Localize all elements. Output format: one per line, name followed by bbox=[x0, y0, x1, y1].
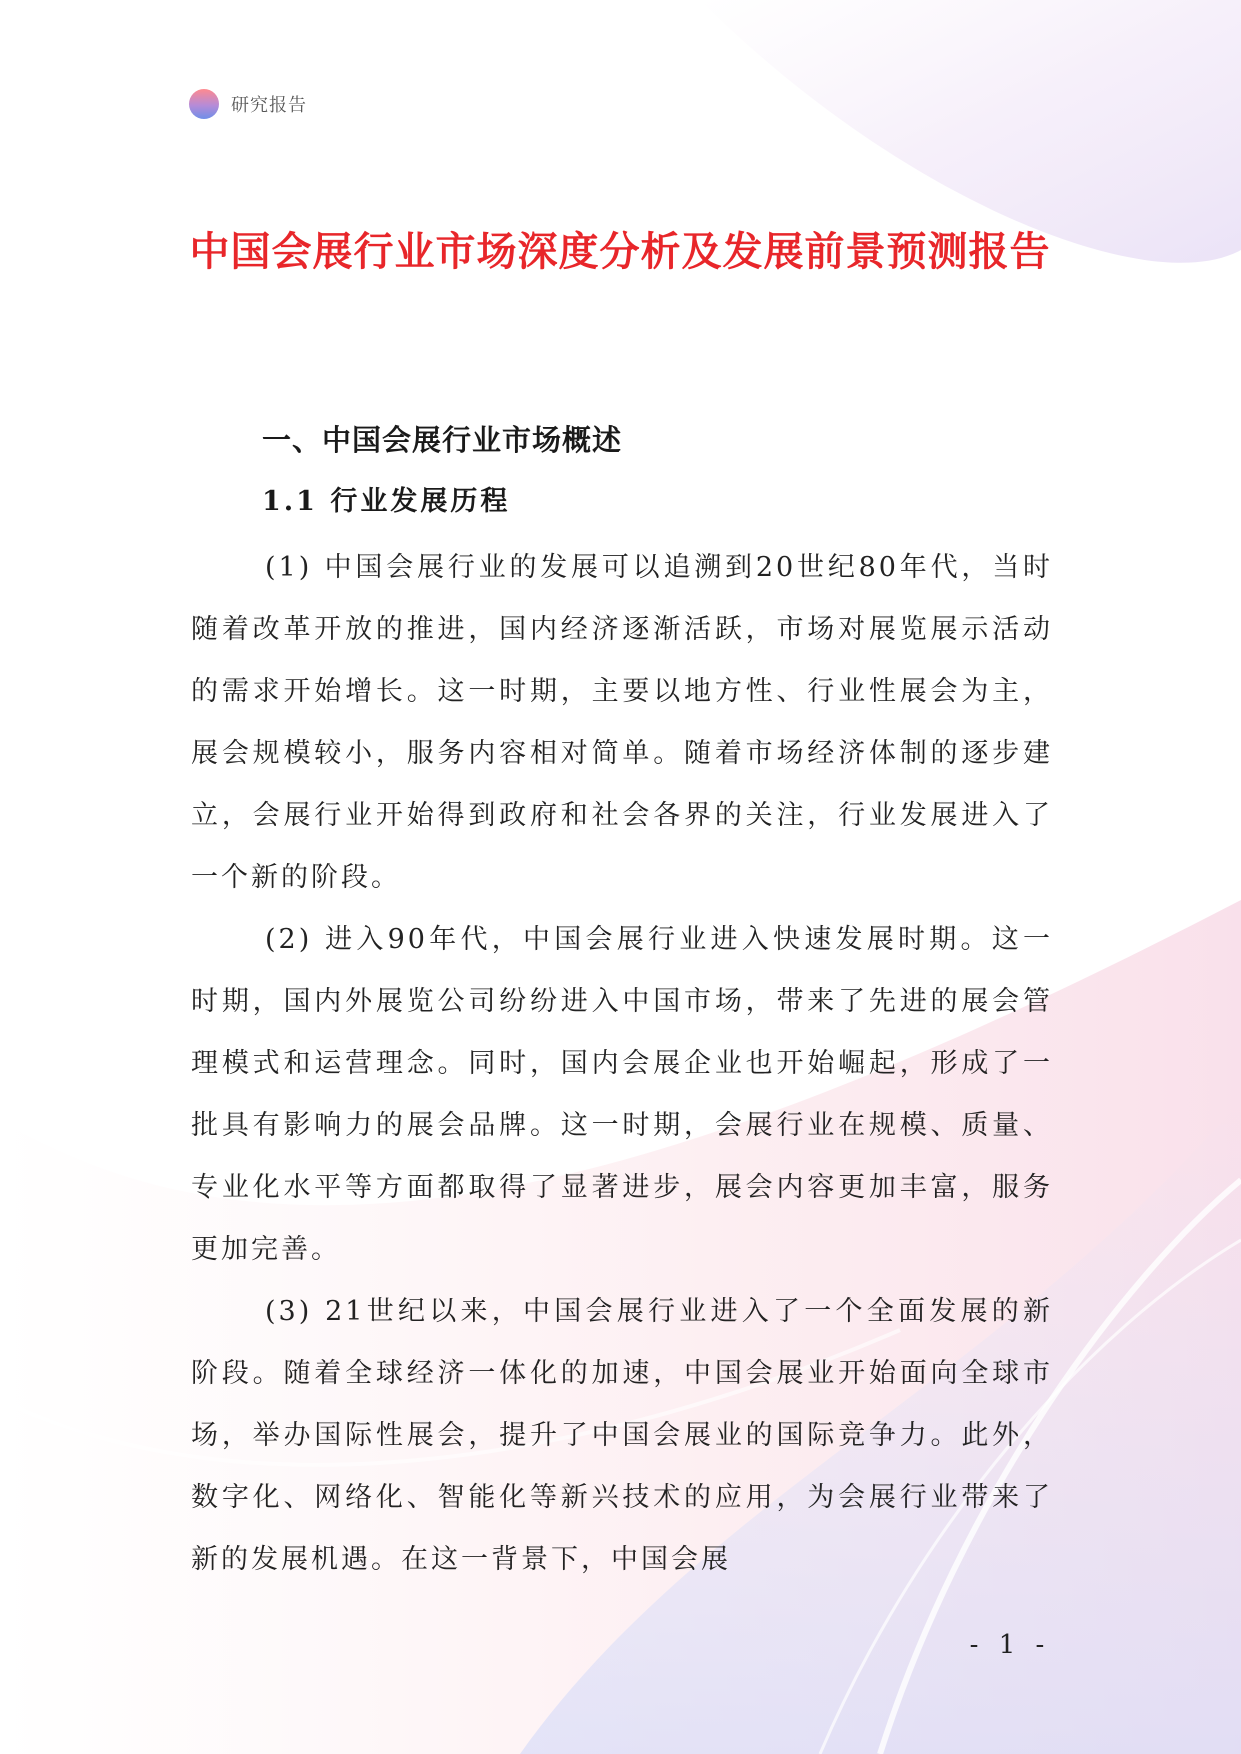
section-heading: 一、中国会展行业市场概述 bbox=[262, 423, 623, 457]
body-text bbox=[191, 537, 1053, 1591]
paragraph: (3) 21世纪以来，中国会展行业进入了一个全面发展的新阶段。随着全球经济一体化的加速，中国会展业开始面向全球市场，举办国际性展会，提升了中国会展业的国际竞争力。此外，数字化、网络化、智能化等新兴技术的应用，为会展行业带来了新的发展机遇。在这一背景下，中国会展 bbox=[191, 1296, 1053, 1575]
page-number: - 1 - bbox=[969, 1630, 1051, 1660]
paragraph: (2) 进入90年代，中国会展行业进入快速发展时期。这一时期，国内外展览公司纷纷进入中国市场，带来了先进的展会管理模式和运营理念。同时，国内会展企业也开始崛起，形成了一批具有影响力的展会品牌。这一时期，会展行业在规模、质量、专业化水平等方面都取得了显著进步，展会内容更加丰富，服务更加完善。 bbox=[191, 924, 1053, 1265]
brand-logo-icon bbox=[189, 89, 219, 119]
sub-heading: 1.1 行业发展历程 bbox=[262, 486, 511, 517]
brand-header bbox=[189, 89, 307, 119]
document-title: 中国会展行业市场深度分析及发展前景预测报告 bbox=[189, 229, 1051, 275]
brand-label: 研究报告 bbox=[231, 95, 307, 116]
paragraph: (1) 中国会展行业的发展可以追溯到20世纪80年代，当时随着改革开放的推进，国内经济逐渐活跃，市场对展览展示活动的需求开始增长。这一时期，主要以地方性、行业性展会为主，展会规模较小，服务内容相对简单。随着市场经济体制的逐步建立，会展行业开始得到政府和社会各界的关注，行业发展进入了一个新的阶段。 bbox=[191, 552, 1053, 893]
